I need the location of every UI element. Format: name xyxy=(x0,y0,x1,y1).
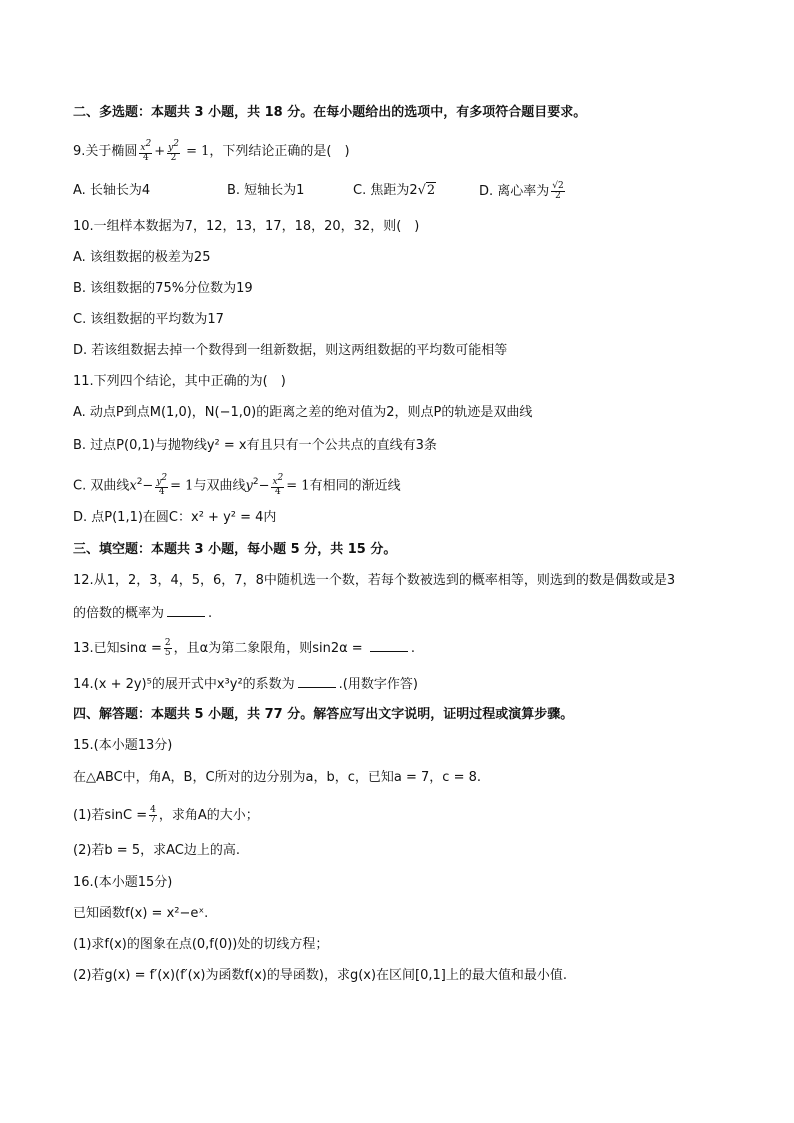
q10-option-b[interactable]: B. 该组数据的75%分位数为19 xyxy=(73,281,253,296)
question-16-title: 16.(本小题15分) xyxy=(73,875,173,890)
q9-option-d[interactable]: D. 离心率为 $\frac{√2}{2}$ xyxy=(479,181,564,201)
question-12-line2: 的倍数的概率为 . xyxy=(73,606,213,621)
q11-option-d[interactable]: D. 点P(1,1)在圆C：x² + y² = 4内 xyxy=(73,510,277,525)
q11-option-c[interactable]: C. 双曲线$x^2-$ $\frac{y^2}{4}$ = 1与双曲线$y^2-$ $\frac{x^2}{4}$ = 1有相同的渐近线 xyxy=(73,473,401,498)
q10-option-d[interactable]: D. 若该组数据去掉一个数得到一组新数据，则这两组数据的平均数可能相等 xyxy=(73,343,508,358)
question-12-line1: 12.从1，2，3，4，5，6，7，8中随机选一个数，若每个数被选到的概率相等，则选到的数是偶数或是3 xyxy=(73,573,676,588)
section-multi-choice-heading: 二、多选题：本题共 3 小题，共 18 分。在每小题给出的选项中，有多项符合题目要求。 xyxy=(73,105,587,120)
question-16-part2: (2)若g(x) = f′(x)(f′(x)为函数f(x)的导函数)，求g(x)在区间[0,1]上的最大值和最小值. xyxy=(73,968,567,983)
question-10: 10.一组样本数据为7，12，13，17，18，20，32，则( ) xyxy=(73,219,420,234)
q11-option-b[interactable]: B. 过点P(0,1)与抛物线y² = x有且只有一个公共点的直线有3条 xyxy=(73,438,437,453)
q9-prefix: 9.关于椭圆 xyxy=(73,144,138,159)
q11-option-a[interactable]: A. 动点P到点M(1,0)，N(−1,0)的距离之差的绝对值为2，则点P的轨迹是双曲线 xyxy=(73,405,533,420)
q14-answer-blank[interactable] xyxy=(298,675,336,688)
question-9: 9.关于椭圆 $\frac{x^2}{4}$ + $\frac{y^2}{2}$ = 1，下列结论正确的是( ) xyxy=(73,139,350,163)
question-15-part2: (2)若b = 5，求AC边上的高. xyxy=(73,843,240,858)
q10-option-c[interactable]: C. 该组数据的平均数为17 xyxy=(73,312,224,327)
q9-option-a[interactable]: A. 长轴长为4 xyxy=(73,183,151,198)
section-fill-blank-heading: 三、填空题：本题共 3 小题，每小题 5 分，共 15 分。 xyxy=(73,542,397,557)
question-16-part1: (1)求f(x)的图象在点(0,f(0))处的切线方程； xyxy=(73,937,329,952)
q9-suffix: ，下列结论正确的是( ) xyxy=(209,144,350,159)
q9-option-c[interactable]: C. 焦距为2√2 xyxy=(353,183,436,198)
question-15-part1: (1)若sinC = $\frac{4}{7}$ ，求角A的大小； xyxy=(73,805,259,825)
question-16-stem: 已知函数f(x) = x²−eˣ. xyxy=(73,906,209,921)
q13-answer-blank[interactable] xyxy=(370,639,408,652)
q9-option-b[interactable]: B. 短轴长为1 xyxy=(227,183,305,198)
question-15-title: 15.(本小题13分) xyxy=(73,738,173,753)
question-15-stem: 在△ABC中，角A，B，C所对的边分别为a，b，c，已知a = 7，c = 8. xyxy=(73,770,482,785)
question-13: 13.已知sinα = $\frac{2}{5}$ ，且α为第二象限角，则sin2α = . xyxy=(73,638,415,658)
q10-option-a[interactable]: A. 该组数据的极差为25 xyxy=(73,250,211,265)
q12-answer-blank[interactable] xyxy=(167,604,205,617)
section-solve-heading: 四、解答题：本题共 5 小题，共 77 分。解答应写出文字说明，证明过程或演算步骤。 xyxy=(73,707,574,722)
question-14: 14.(x + 2y)⁵的展开式中x³y²的系数为 .(用数字作答) xyxy=(73,677,418,692)
question-11: 11.下列四个结论，其中正确的为( ) xyxy=(73,374,286,389)
